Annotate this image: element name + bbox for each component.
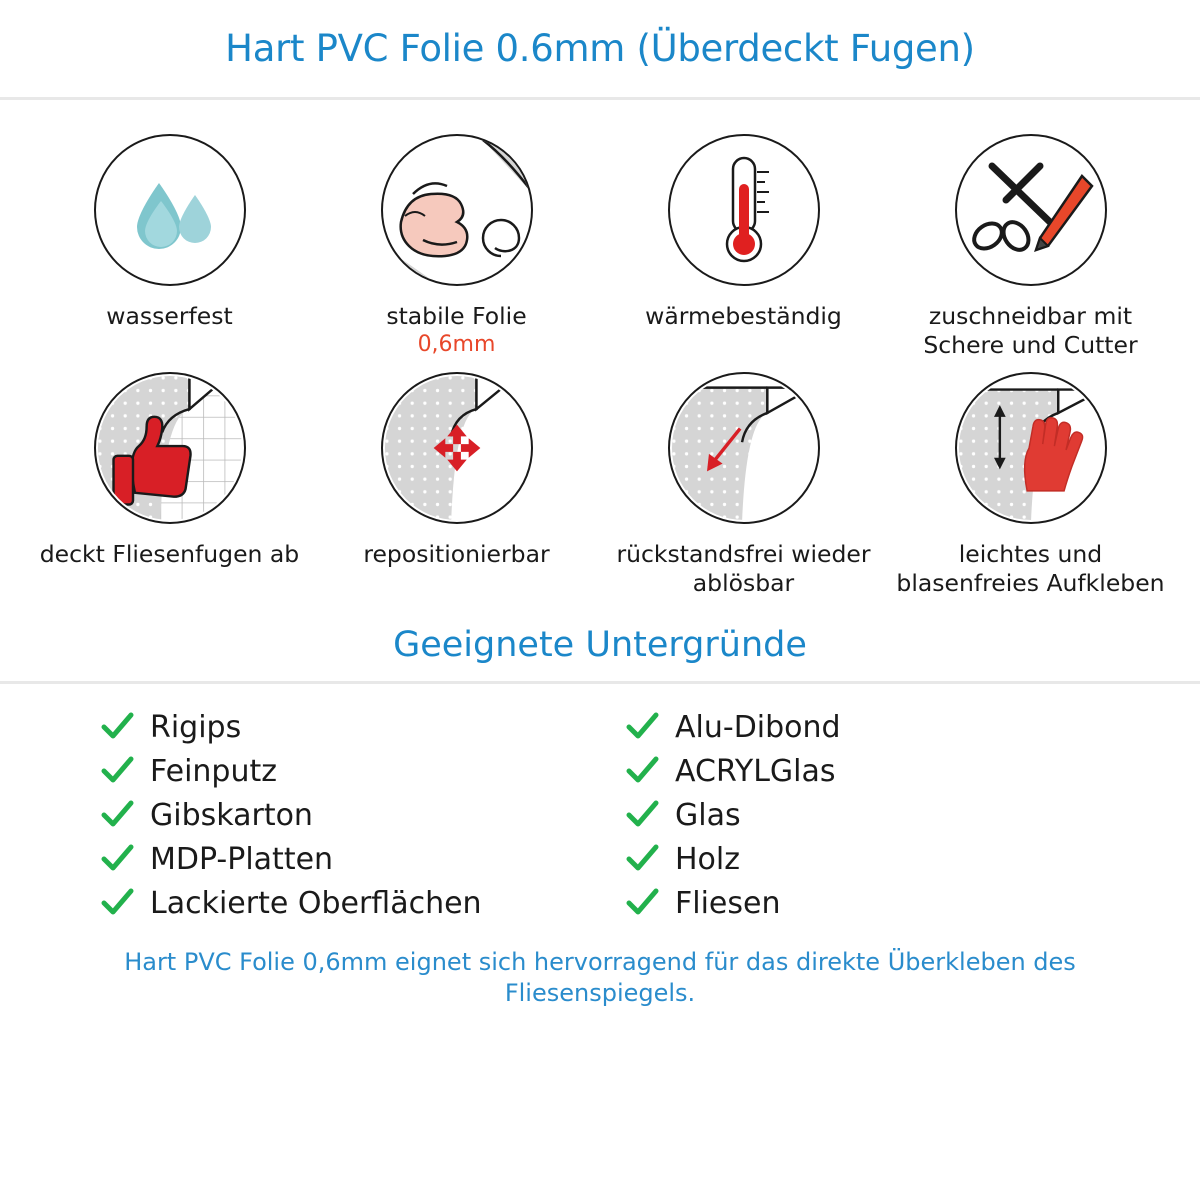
feature-caption xyxy=(645,302,842,331)
flexed-arm-icon xyxy=(381,134,533,286)
list-item-label: Rigips xyxy=(150,709,242,745)
list-item-label: ACRYLGlas xyxy=(675,753,836,789)
check-icon xyxy=(625,886,659,920)
feature-label: wasserfest xyxy=(106,302,233,330)
feature-label: rückstandsfrei wieder ablösbar xyxy=(616,540,871,598)
hand-smoothing-icon xyxy=(955,372,1107,524)
feature-caption xyxy=(609,540,879,598)
feature-zuschneidbar xyxy=(887,134,1174,360)
feature-grid xyxy=(0,100,1200,599)
page-title: Hart PVC Folie 0.6mm (Überdeckt Fugen) xyxy=(225,27,975,70)
list-item-label: Feinputz xyxy=(150,753,277,789)
page-header xyxy=(0,0,1200,100)
list-item xyxy=(100,710,615,745)
check-icon xyxy=(100,798,134,832)
scissors-cutter-icon xyxy=(955,134,1107,286)
feature-sublabel: 0,6mm xyxy=(417,332,496,358)
list-item-label: MDP-Platten xyxy=(150,841,334,877)
check-icon xyxy=(100,842,134,876)
feature-repositionierbar xyxy=(313,372,600,598)
feature-label: zuschneidbar mit Schere und Cutter xyxy=(923,302,1138,360)
list-item-label: Alu-Dibond xyxy=(675,709,841,745)
check-icon xyxy=(100,754,134,788)
feature-label: leichtes und blasenfreies Aufkleben xyxy=(896,540,1165,598)
water-drops-icon xyxy=(94,134,246,286)
list-item-label: Holz xyxy=(675,841,740,877)
check-icon xyxy=(625,754,659,788)
feature-caption xyxy=(363,540,549,569)
thumbs-up-tiles-icon xyxy=(94,372,246,524)
list-item-label: Glas xyxy=(675,797,741,833)
feature-caption xyxy=(896,302,1166,360)
list-item-label: Fliesen xyxy=(675,885,781,921)
list-item xyxy=(625,710,1140,745)
substrate-list-left xyxy=(100,710,615,921)
list-item xyxy=(100,754,615,789)
peel-arrow-icon xyxy=(668,372,820,524)
check-icon xyxy=(100,710,134,744)
feature-caption xyxy=(106,302,232,331)
feature-blasenfreies-aufkleben xyxy=(887,372,1174,598)
feature-rueckstandsfrei xyxy=(600,372,887,598)
footer-note: Hart PVC Folie 0,6mm eignet sich hervorragend für das direkte Überkleben des Fliesenspiegels. xyxy=(124,947,1076,1008)
section-title: Geeignete Untergründe xyxy=(393,624,807,665)
feature-caption xyxy=(386,302,526,358)
feature-deckt-fliesenfugen xyxy=(26,372,313,598)
feature-caption xyxy=(40,540,299,569)
list-item xyxy=(625,842,1140,877)
substrates-section-header xyxy=(0,625,1200,684)
list-item xyxy=(625,886,1140,921)
check-icon xyxy=(100,886,134,920)
list-item-label: Gibskarton xyxy=(150,797,313,833)
feature-label: deckt Fliesenfugen ab xyxy=(39,540,300,569)
feature-label: wärmebeständig xyxy=(645,302,842,330)
feature-label: stabile Folie xyxy=(386,302,527,330)
feature-stabile-folie xyxy=(313,134,600,360)
list-item-label: Lackierte Oberflächen xyxy=(150,885,482,921)
feature-waermebestaendig xyxy=(600,134,887,360)
feature-caption xyxy=(896,540,1166,598)
substrate-list-right xyxy=(625,710,1140,921)
list-item xyxy=(625,754,1140,789)
check-icon xyxy=(625,842,659,876)
check-icon xyxy=(625,798,659,832)
list-item xyxy=(100,798,615,833)
check-icon xyxy=(625,710,659,744)
substrate-lists xyxy=(0,710,1200,921)
feature-wasserfest xyxy=(26,134,313,360)
list-item xyxy=(100,886,615,921)
list-item xyxy=(625,798,1140,833)
list-item xyxy=(100,842,615,877)
move-arrows-icon xyxy=(381,372,533,524)
thermometer-icon xyxy=(668,134,820,286)
feature-label: repositionierbar xyxy=(363,540,550,569)
